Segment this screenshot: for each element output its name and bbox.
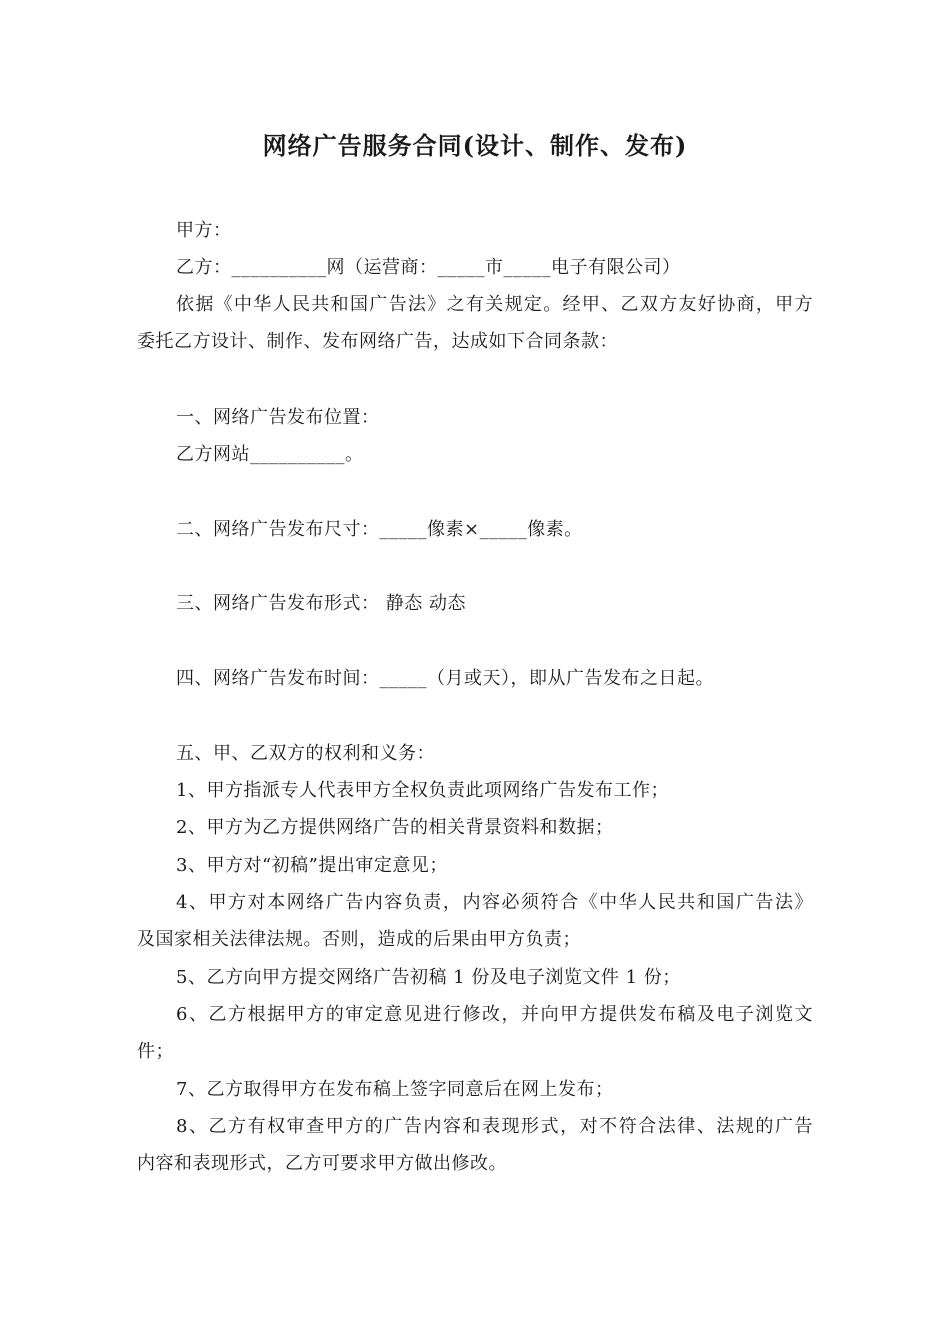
section-5-item: 1、甲方指派专人代表甲方全权负责此项网络广告发布工作；	[176, 780, 669, 801]
section-5-item: 2、甲方为乙方提供网络广告的相关背景资料和数据；	[176, 817, 614, 838]
section-3-heading: 三、网络广告发布形式： 静态 动态	[176, 593, 466, 614]
section-1-content: 乙方网站__________。	[176, 444, 364, 465]
section-5-item: 8、乙方有权审查甲方的广告内容和表现形式，对不符合法律、法规的广告	[176, 1116, 813, 1137]
section-5-item: 5、乙方向甲方提交网络广告初稿 1 份及电子浏览文件 1 份；	[176, 967, 681, 988]
section-5-item: 7、乙方取得甲方在发布稿上签字同意后在网上发布；	[176, 1079, 614, 1100]
section-5-item: 6、乙方根据甲方的审定意见进行修改，并向甲方提供发布稿及电子浏览文	[176, 1004, 813, 1025]
section-5-item: 4、甲方对本网络广告内容负责，内容必须符合《中华人民共和国广告法》	[176, 892, 813, 913]
intro-line-1: 依据《中华人民共和国广告法》之有关规定。经甲、乙双方友好协商，甲方	[176, 294, 813, 315]
section-5-item: 3、甲方对“初稿”提出审定意见；	[176, 855, 448, 876]
section-5-heading: 五、甲、乙双方的权利和义务：	[176, 743, 435, 764]
section-5-item-continued: 内容和表现形式，乙方可要求甲方做出修改。	[137, 1153, 507, 1174]
section-5-item-continued: 件；	[137, 1041, 174, 1062]
intro-line-2: 委托乙方设计、制作、发布网络广告，达成如下合同条款：	[137, 331, 618, 352]
section-5-item-continued: 及国家相关法律法规。否则，造成的后果由甲方负责；	[137, 929, 581, 950]
party-b-line: 乙方：__________网（运营商：_____市_____电子有限公司）	[176, 257, 681, 278]
section-1-heading: 一、网络广告发布位置：	[176, 407, 380, 428]
party-a-line: 甲方：	[176, 220, 232, 241]
section-4-heading: 四、网络广告发布时间：_____（月或天），即从广告发布之日起。	[176, 668, 714, 689]
document-title: 网络广告服务合同(设计、制作、发布)	[262, 131, 688, 160]
section-2-heading: 二、网络广告发布尺寸：_____像素×_____像素。	[176, 519, 583, 540]
